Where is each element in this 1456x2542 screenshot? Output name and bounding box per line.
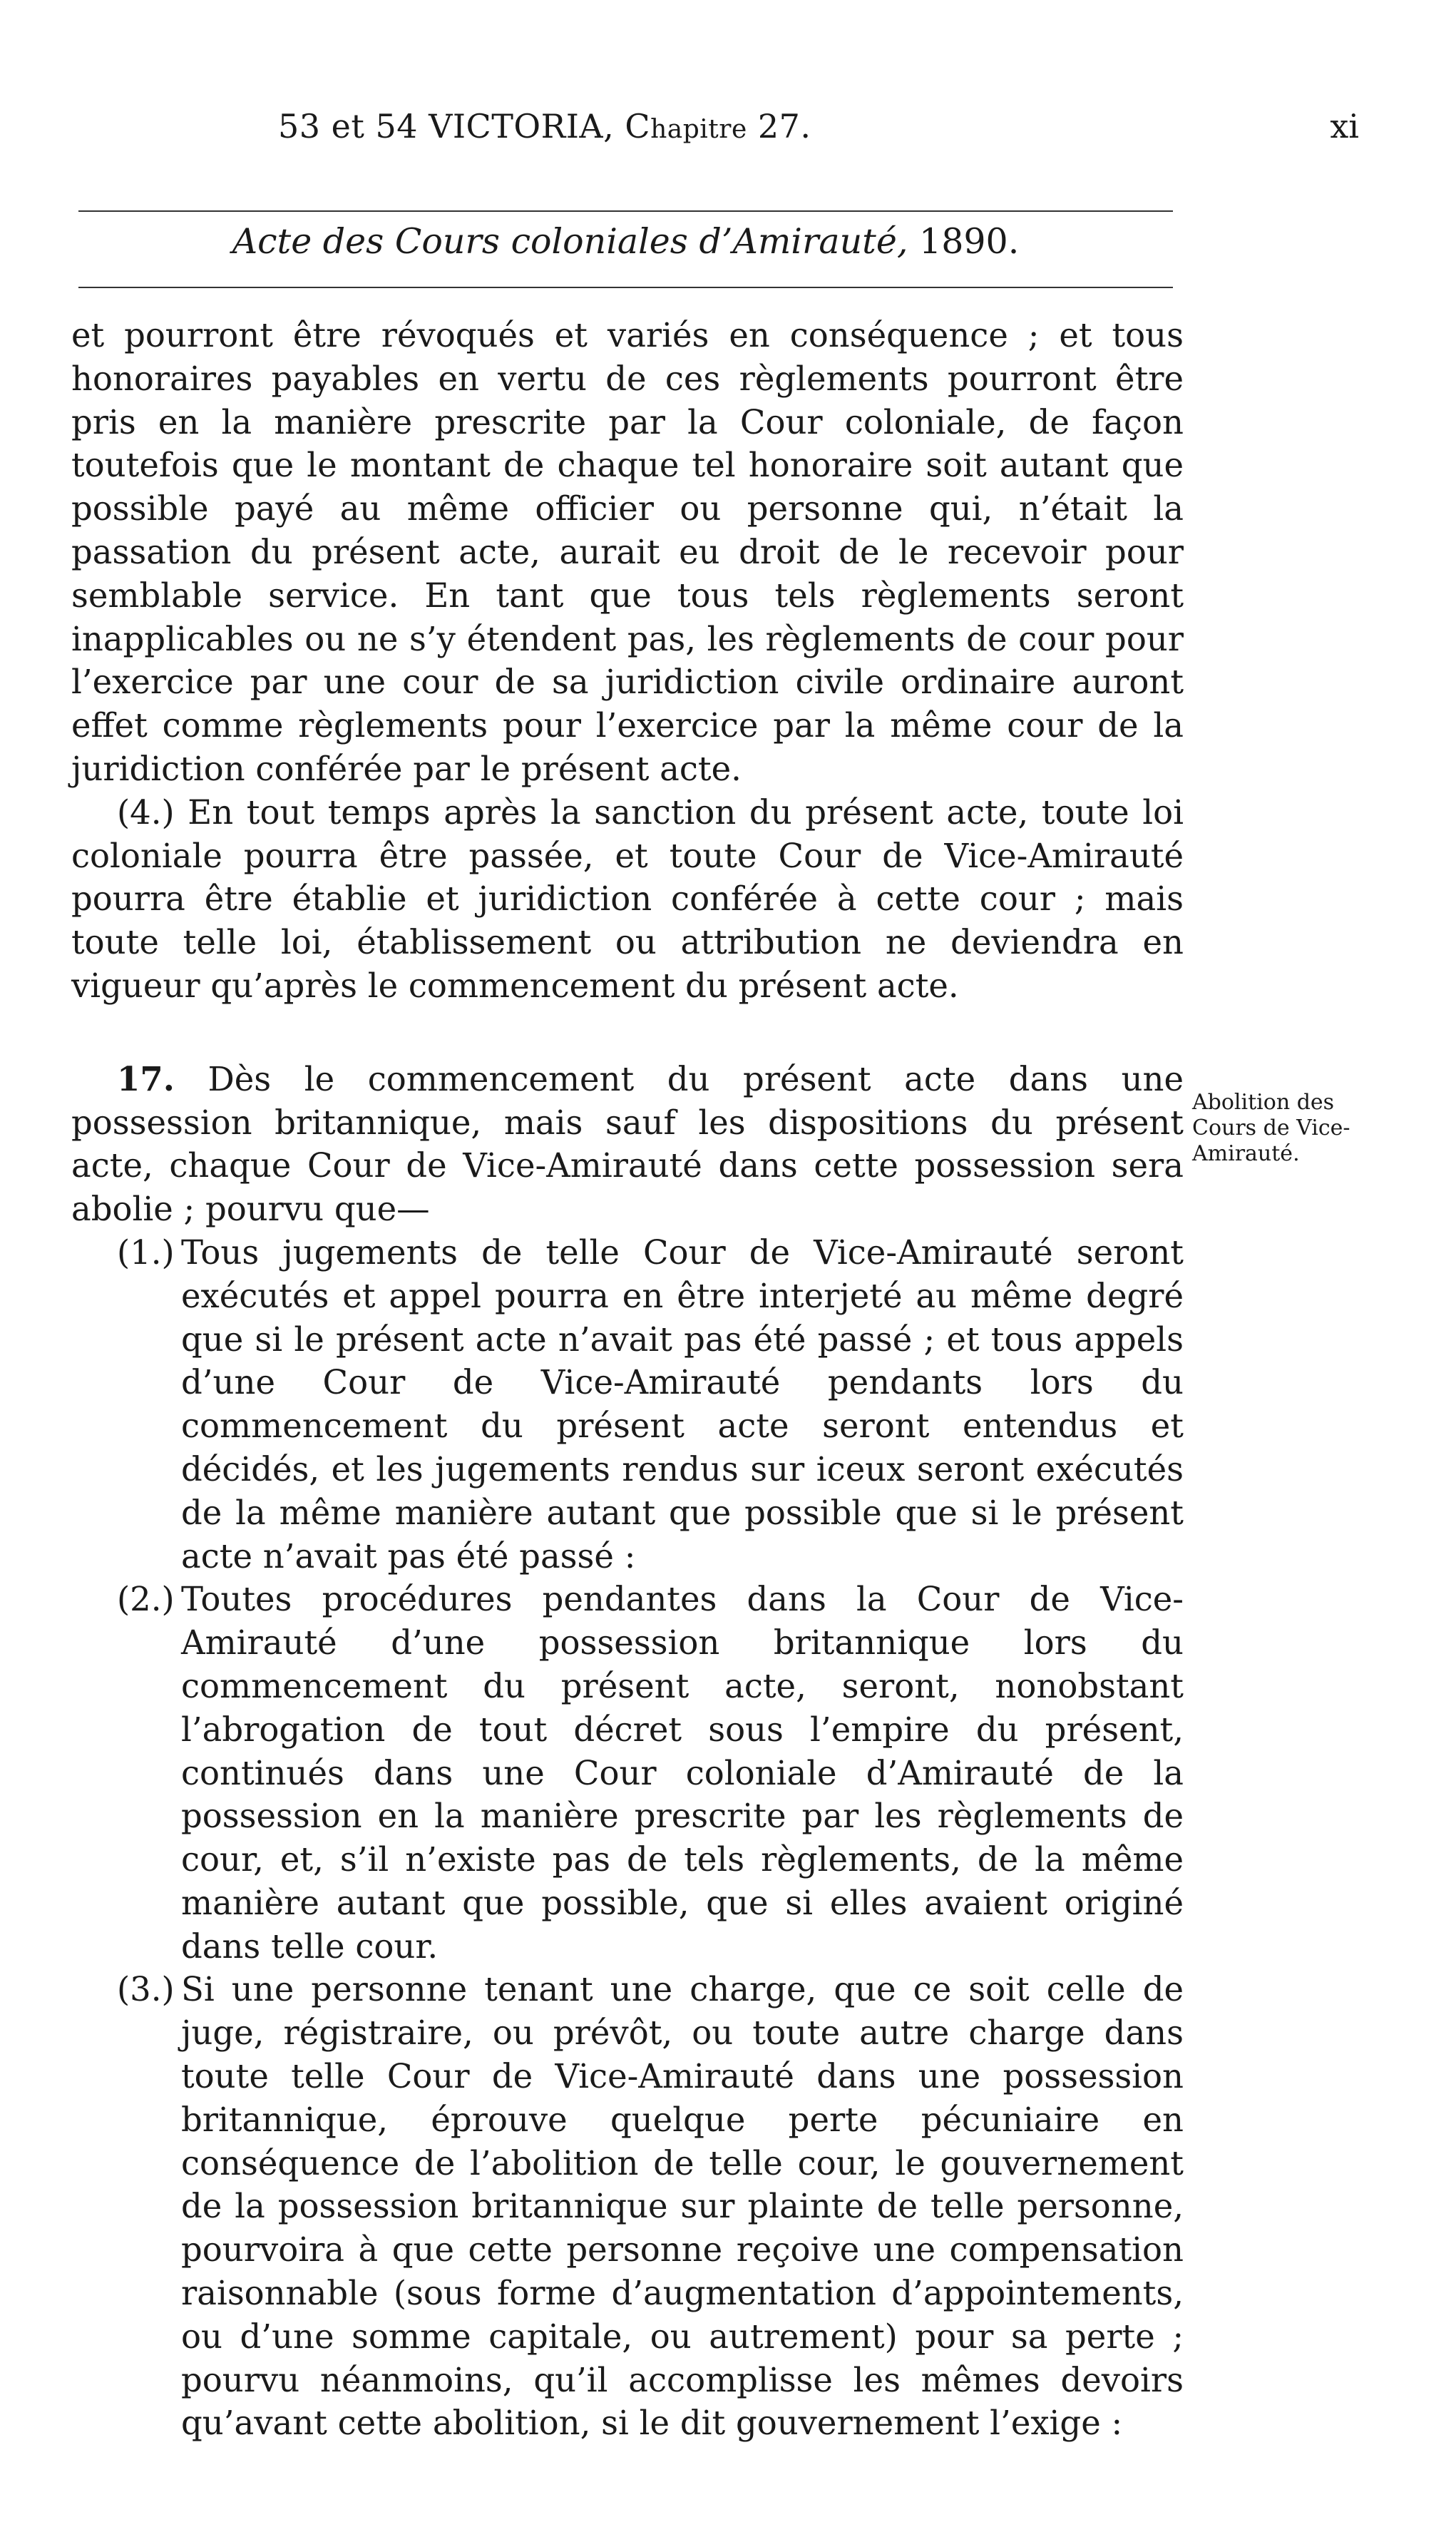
section-17-number: 17.: [117, 1058, 175, 1098]
running-head-caps: hapitre: [650, 115, 747, 144]
body-text: [71, 314, 1184, 2445]
running-head: [278, 107, 811, 146]
header-rule-bottom: [78, 287, 1173, 288]
header-rule-top: [78, 210, 1173, 212]
subsection-4-number: (4.): [117, 792, 175, 832]
section-17-item-3: [117, 1968, 1184, 2445]
continuation-paragraph: et pourront être révoqués et variés en conséquence ; et tous honoraires payables en vertu de ces règlements pourront être pris en la manière prescrite par la Cour coloniale, de façon toutefois que le montant de chaque tel honoraire soit autant que possible payé au même officier ou personne qui, n’était la passation du présent acte, aurait eu droit de le recevoir pour semblable service. En tant que tous tels règlements seront inapplicables ou ne s’y étendent pas, les règlements de cour pour l’exercice par une cour de sa juridiction civile ordinaire auront effet comme règlements pour l’exercice par la même cour de la juridiction conférée par le présent acte.: [71, 316, 1184, 788]
page-number: xi: [1330, 107, 1359, 146]
section-17-head: [71, 1058, 1184, 1231]
item-text: Toutes procédures pendantes dans la Cour de Vice-Amirauté d’une possession britannique lors du commencement du présent acte, seront, nonobstant l’abrogation de tout décret sous l’empire du présent, continués dans une Cour coloniale d’Amirauté de la possession en la manière prescrite par les règlements de cour, et, s’il n’existe pas de tels règlements, de la même manière autant que possible, que si elles avaient originé dans telle cour.: [181, 1580, 1184, 1966]
act-year: 1890.: [919, 221, 1020, 262]
item-text: Tous jugements de telle Cour de Vice-Amirauté seront exécutés et appel pourra en être interjeté au même degré que si le présent acte n’avait pas été passé ; et tous appels d’une Cour de Vice-Amirauté pendants lors du commencement du présent acte seront entendus et décidés, et les jugements rendus sur iceux seront exécutés de la même manière autant que possible que si le présent acte n’avait pas été passé :: [181, 1232, 1184, 1576]
item-text: Si une personne tenant une charge, que ce soit celle de juge, régistraire, ou prévôt, ou toute autre charge dans toute telle Cour de Vice-Amirauté dans une possession britannique, éprouve quelque perte pécuniaire en conséquence de l’abolition de telle cour, le gouvernement de la possession britannique sur plainte de telle personne, pourvoira à que cette personne reçoive une compensation raisonnable (sous forme d’augmentation d’appointements, ou d’une somme capitale, ou autrement) pour sa perte ; pourvu néanmoins, qu’il accomplisse les mêmes devoirs qu’avant cette abolition, si le dit gouvernement l’exige :: [181, 1970, 1184, 2443]
running-head-pre: 53 et 54 VICTORIA, C: [278, 107, 651, 146]
item-number: (2.): [117, 1580, 175, 1619]
section-17-text: Dès le commencement du présent acte dans une possession britannique, mais sauf les dispositions du présent acte, chaque Cour de Vice-Amirauté dans cette possession sera abolie ; pourvu que—: [71, 1059, 1184, 1229]
item-number: (3.): [117, 1970, 175, 2009]
running-head-post: 27.: [747, 107, 811, 146]
subsection-4-text: En tout temps après la sanction du présent acte, toute loi coloniale pourra être passée, et toute Cour de Vice-Amirauté pourra être établie et juridiction conférée à cette cour ; mais toute telle loi, établissement ou attribution ne deviendra en vigueur qu’après le commencement du présent acte.: [71, 792, 1184, 1005]
marginal-note: Abolition des Cours de Vice-Amirauté.: [1192, 1090, 1350, 1166]
act-title: [78, 221, 1173, 262]
section-17-item-1: [117, 1231, 1184, 1578]
section-17-item-2: [117, 1578, 1184, 1968]
act-title-text: Acte des Cours coloniales d’Amirauté,: [232, 221, 908, 262]
subsection-4: [71, 791, 1184, 1008]
item-number: (1.): [117, 1232, 175, 1272]
paragraph-gap: [71, 1008, 1184, 1058]
